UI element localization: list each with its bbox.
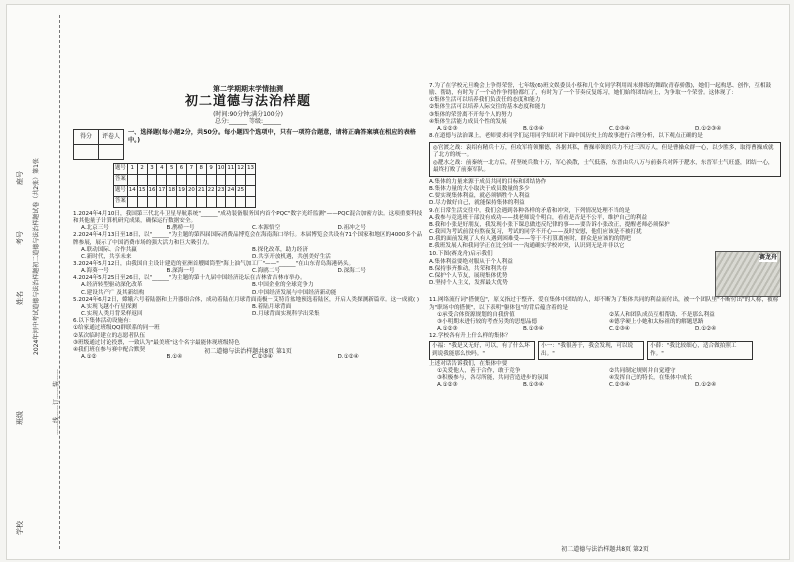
option[interactable]: A.①②③: [437, 382, 458, 389]
grid-cell: 24: [226, 185, 236, 196]
q9-option[interactable]: C.我因为考试前没有熬夜复习，考试的同学不开心——及时安慰，他们应该是不被打扰: [429, 228, 642, 235]
grid-cell: 题号: [114, 163, 128, 174]
answer-cell[interactable]: [236, 196, 246, 207]
page1-title: 初二道德与法治样题: [184, 93, 311, 109]
answer-cell[interactable]: [177, 196, 187, 207]
page1-footer: 初二道德与法治样题共8页 第1页: [204, 347, 292, 355]
q12-note: 上述对话告诉我们，在集体中要: [429, 360, 508, 367]
q7-item: ④集体生活能力成员个性的发展: [429, 118, 507, 125]
option[interactable]: D.深海二号: [337, 268, 366, 275]
grid-cell: 13: [246, 163, 256, 174]
option[interactable]: C.②③④: [252, 354, 273, 361]
grid-cell: 15: [137, 185, 147, 196]
q8-option[interactable]: A.集体的力量来源于成员共同的目标和团结协作: [429, 178, 547, 185]
q8-option[interactable]: D.尽力做好自己，就能保持集体的利益: [429, 200, 525, 207]
question-9: 9.在日常生活交往中，我们会遇到各种各样的矛盾和冲突，下列情况处理不当的是: [429, 207, 631, 214]
option[interactable]: A.①②③: [437, 326, 458, 333]
option[interactable]: D.①②④: [695, 326, 717, 333]
option[interactable]: B.中国企业的全球竞争力: [252, 282, 314, 289]
question-5-options: [73, 304, 423, 318]
option[interactable]: B.①③④: [523, 326, 544, 333]
q6-item: ③班级通过讨论投票，一致认为"最美班"这个名字最能体现班级特色: [73, 339, 240, 346]
grid-cell: 21: [196, 185, 206, 196]
q9-option[interactable]: E.我班发展人和我同学正在比全国一一沟通确实学校冲突，认识到无是并非以它: [429, 243, 625, 250]
q11-item: ③小明期末进行较的考查另类的思想品德: [437, 318, 538, 325]
class-label: 班级: [16, 411, 24, 425]
grid-cell: 16: [147, 185, 157, 196]
question-10: 10.下图(赛龙舟)启示我们: [429, 251, 493, 258]
grid-cell: 题号: [114, 185, 128, 196]
option[interactable]: D.①②④: [337, 354, 359, 361]
grid-cell: 22: [206, 185, 216, 196]
option[interactable]: C.②③④: [609, 382, 630, 389]
q10-option[interactable]: A.集体利益要绝对服从于个人利益: [429, 258, 513, 265]
q8-option[interactable]: C.要实现集体利益，就必须牺牲个人利益: [429, 193, 530, 200]
q7-item: ①集体生活可以培养我们负责任的态度和能力: [429, 97, 541, 104]
option[interactable]: A.北京三号: [81, 225, 109, 232]
option[interactable]: B.深海一号: [166, 268, 195, 275]
q6-item: ②某次临时建立的志愿者队伍: [73, 332, 146, 339]
q7-item: ③集体的荣誉离不开每个人的努力: [429, 111, 513, 118]
q9-option[interactable]: D.我的面前发现了人有人遇到困难受——等于不打算离座时，群众是应该的的错吧: [429, 236, 631, 243]
dragon-boat-label: 赛龙舟: [758, 254, 777, 262]
q10-option[interactable]: B.保持事齐推动，共荣和利共存: [429, 265, 508, 272]
q7-item: ②集体生活可以培养人际交往的基本态度和能力: [429, 104, 546, 111]
page-2: [429, 83, 781, 389]
answer-cell[interactable]: [147, 196, 157, 207]
name-label: 姓名: [16, 291, 24, 305]
option[interactable]: D.祖冲之号: [337, 225, 366, 232]
answer-cell[interactable]: [246, 174, 256, 185]
option[interactable]: B.探化改革，助力经济: [252, 246, 308, 253]
option[interactable]: A.海葵一号: [81, 268, 109, 275]
grid-cell: 14: [127, 185, 137, 196]
exam-no-label: 考号: [16, 231, 24, 245]
seat-label: 座号: [16, 171, 24, 185]
question-7: 7.为了在学校元旦晚会上争得荣誉，七年级(6)班文娱委员小蔡和几个女同学利用周末排练的舞蹈(青春骄傲)，她们一起构思、创作，互相鼓励、帮助，有时为了一个动作争得脸都红了，有时为了一个节奏反复练习，她们始终团结向上，为争取一个荣誉。这体现了：: [429, 83, 772, 97]
score-box: [73, 129, 124, 160]
grid-cell: 2: [137, 163, 147, 174]
answer-cell[interactable]: [186, 174, 196, 185]
option[interactable]: A.①②: [81, 354, 97, 361]
answer-cell[interactable]: [246, 196, 256, 207]
grid-answer-label: 答案: [114, 196, 128, 207]
option[interactable]: C.新时代，共享未来: [81, 253, 132, 260]
option[interactable]: B.着陆月球背面: [252, 303, 292, 310]
answer-cell[interactable]: [177, 174, 187, 185]
page-1: [73, 5, 423, 361]
question-4-options: [73, 282, 423, 296]
grid-cell: 5: [167, 163, 177, 174]
option[interactable]: D.共享开放机遇，共创美好生活: [252, 253, 331, 260]
question-12: 12.学校各有升上什么样的集体？: [429, 333, 511, 340]
question-5: 5.2024年6月2日，嫦娥六号着陆器和上升器组合体，成功着陆在月球背面南极－艾特肯盆地预选着陆区，开启人类探测新篇章。这一成就( ): [73, 296, 420, 303]
answer-cell[interactable]: [226, 174, 236, 185]
grid-cell: 20: [186, 185, 196, 196]
grid-cell: [246, 185, 256, 196]
dialog-bubble: 小福："我是又无好，可以，有了什么坏到说我能那么快吗。": [429, 341, 535, 359]
option[interactable]: A.经济转型驱动深化改革: [81, 282, 143, 289]
side-note: 2024年河中考试道德与法治样题初二道德与法治样题试卷（共2张）第1张: [33, 158, 40, 355]
question-4: 4.2024年5月25日至26日，以"______"为主题的第十九届中国经济论坛在吉林省吉林市举办。: [73, 275, 306, 282]
q10-option[interactable]: D.坚持个人主义，发挥最大优势: [429, 280, 508, 287]
grid-cell: 25: [236, 185, 246, 196]
grid-cell: 12: [236, 163, 246, 174]
q12-item: ④发挥自己的特长，在集体中成长: [609, 375, 693, 381]
q9-option[interactable]: B.我和小张是好朋友，我发现小张下课总做违反纪律的事——要告诉小张改正，提醒老师必须保护: [429, 221, 670, 228]
score-head: 得分: [74, 129, 99, 144]
answer-cell[interactable]: [127, 174, 137, 185]
option[interactable]: A.①②③: [437, 125, 458, 132]
total-score-line: 总分:______ 等级:______: [215, 118, 281, 126]
grid-cell: 6: [177, 163, 187, 174]
answer-cell[interactable]: [196, 196, 206, 207]
question-8: 8.在道德与法治课上，老师要求同学们运用同学知识对下面中国历史上的故事进行合理分析，以下观点正确的是: [429, 133, 703, 140]
grader-head: 评卷人: [99, 129, 124, 144]
answer-cell[interactable]: [157, 196, 167, 207]
answer-cell[interactable]: [157, 174, 167, 185]
answer-cell[interactable]: [137, 174, 147, 185]
question-12-options: [429, 382, 781, 389]
option[interactable]: C.②③④: [609, 125, 630, 132]
grid-cell: 18: [167, 185, 177, 196]
grid-answer-label: 答案: [114, 174, 128, 185]
option[interactable]: D.月球背面实现科学出采集: [252, 311, 320, 318]
school-label: 学校: [16, 521, 24, 535]
answer-cell[interactable]: [236, 174, 246, 185]
q10-option[interactable]: C.保护个人节友，展现集体优势: [429, 272, 508, 279]
option[interactable]: D.①②③④: [695, 125, 722, 132]
q11-item: ②某人和团队成员互相帮助、不是那么利益: [609, 311, 715, 318]
grader-cell[interactable]: [99, 144, 124, 159]
question-6: 6.以下集体活动设施有：: [73, 318, 135, 325]
page2-footer: 初二道德与法治样题共8页 第2页: [561, 546, 649, 553]
grid-cell: 9: [206, 163, 216, 174]
grid-cell: 4: [157, 163, 167, 174]
q8-option[interactable]: B.集体力量的大小取决于成员数量的多少: [429, 186, 530, 193]
answer-cell[interactable]: [167, 174, 177, 185]
q12-item: ③积极参与，各尽所能，共同营造进步的氛围: [437, 375, 549, 381]
option[interactable]: C.实现人类月背采样返回: [81, 311, 143, 318]
answer-cell[interactable]: [196, 174, 206, 185]
score-cell[interactable]: [74, 144, 99, 159]
grid-cell: 23: [216, 185, 226, 196]
option[interactable]: D.中国经济发展与中国经济新动能: [252, 289, 337, 296]
exam-sheet: [6, 4, 790, 560]
dialog-bubble: 小一："我很善于，我会发现，可以说出。": [538, 341, 644, 359]
option[interactable]: A.实现飞越小行星探测: [81, 303, 137, 310]
answer-cell[interactable]: [186, 196, 196, 207]
option[interactable]: C.本源悟空: [252, 225, 281, 232]
dragon-boat-image: [715, 251, 781, 297]
section1-heading: 一、选择题(每小题2分，共50分。每小题四个选项中，只有一项符合题意，请将正确答案填在相应的表格中。): [128, 128, 416, 144]
answer-cell[interactable]: [147, 174, 157, 185]
page1-title-small: 第二学期期末学情抽测: [213, 85, 283, 93]
grid-cell: 3: [147, 163, 157, 174]
sealing-line: [59, 15, 60, 549]
grid-cell: 7: [186, 163, 196, 174]
question-2-options: [73, 247, 423, 261]
q12-item: ①关爱他人，善于合作，敢于竞争: [437, 367, 521, 374]
option[interactable]: C.海鸥二号: [252, 268, 281, 275]
grid-cell: 11: [226, 163, 236, 174]
q11-item: ①承受合体资源规划的自我价值: [437, 311, 515, 318]
question-12-items: [429, 368, 781, 382]
answer-cell[interactable]: [226, 196, 236, 207]
grid-cell: 1: [127, 163, 137, 174]
question-3: 3.2024年5月12日，由我国自主设计建造的亚洲首艘圆筒型"海上油气加工厂"——"______"在山东青岛海港码头。: [73, 261, 355, 268]
q6-item: ④我们班在参与赛中配合默契: [73, 346, 146, 353]
option[interactable]: C.建设共产广 及其新结构: [81, 289, 145, 296]
answer-cell[interactable]: [137, 196, 147, 207]
grid-cell: 17: [157, 185, 167, 196]
option[interactable]: C.②③④: [609, 326, 630, 333]
page1-subtitle: (时间:90分钟;满分100分): [213, 110, 283, 118]
question-11-items: [429, 312, 781, 326]
sealing-line-label: ……线……订……装……: [53, 368, 60, 435]
grid-cell: 10: [216, 163, 226, 174]
question-1: 1.2024年4月10日，我国第三代北斗卫星导航系统"______"成功装备服务国内首个PQC"数字光纤监测"——PQC混合加密方法。这项重要科技和其他量子计算机研究成果，确保运行数据安全。: [73, 210, 423, 225]
q11-item: ④德学硬上小她和太标祖的的解题思路: [609, 318, 704, 325]
q12-item: ②共同制定规则并自觉遵守: [609, 367, 676, 374]
answer-cell[interactable]: [167, 196, 177, 207]
answer-cell[interactable]: [216, 196, 226, 207]
binding-margin: [7, 5, 69, 559]
question-8-material: ◎官渡之战：袁绍有精兵十万，但攻军将领懈德，各据其私，曹操率领的兵力不过三四万人，但是曹操众群一心，以少胜多，取得曹操成就了北方的统一。 ◎淝水之战：前秦统一北方后，苻坚统兵数十万，军心涣散，士气低落，东晋由兵八万与前秦兵对阵于淝水，东晋军士气旺盛，团结一心，最终打败了前秦军队。: [429, 142, 781, 177]
option[interactable]: B.鹊桥一号: [166, 225, 195, 232]
answer-cell[interactable]: [216, 174, 226, 185]
answer-cell[interactable]: [127, 196, 137, 207]
dialog-bubble: 小薛："我比较细心，适合做拍照工作。": [647, 341, 753, 359]
question-2: 2.2024年4月13日至18日，以"______"为主题的第四届国际消费品博览会在海南海口举行。本届博览会共设有71个国家和地区的4000多个品牌参展，展示了中国消费市场的强大活力和巨大吸引力。: [73, 232, 423, 246]
option[interactable]: B.①③④: [523, 125, 544, 132]
option[interactable]: D.①②④: [695, 382, 717, 389]
answer-grid: [113, 163, 256, 208]
q9-option[interactable]: A.我参与竞选班干部没有成功——找老师说个明白，看看是否是不公平，维护自己的利益: [429, 214, 648, 221]
q6-item: ①给家通过班级QQ群联系的同一班: [73, 325, 160, 332]
grid-cell: 8: [196, 163, 206, 174]
answer-cell[interactable]: [206, 174, 216, 185]
option[interactable]: B.①④: [166, 354, 183, 361]
grid-cell: 19: [177, 185, 187, 196]
answer-cell[interactable]: [206, 196, 216, 207]
option[interactable]: B.①③④: [523, 382, 544, 389]
question-11: 11.网络流行词"搭便包"，原义指过于整齐、爱在集体中团结的人，却不断为了集体共同的利益而付出，被一个团队里"不断付出"的人称，被称为"职场中的搭便"，以下表明"躯体包"的背后蕴含着的是: [429, 297, 779, 311]
option[interactable]: A.联动国际、合作共赢: [81, 246, 137, 253]
